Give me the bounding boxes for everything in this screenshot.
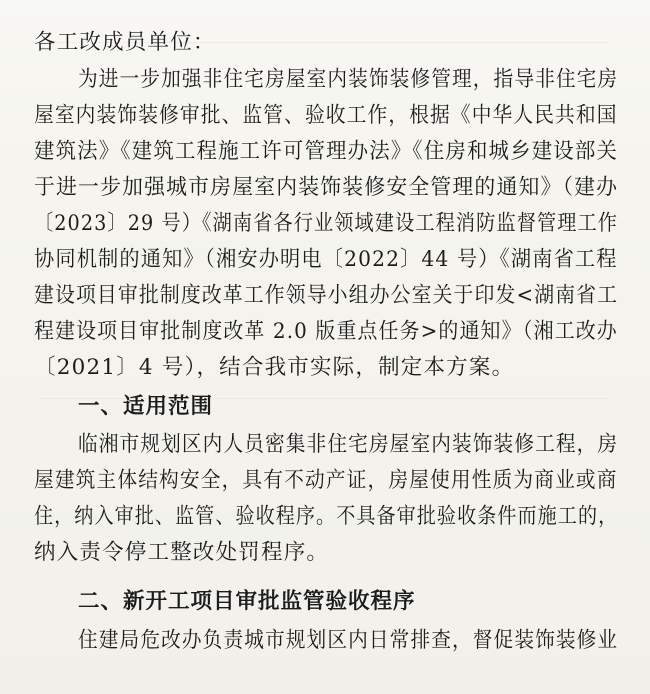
section-1-line: 临湘市规划区内人员密集非住宅房屋室内装饰装修工程，房 xyxy=(78,432,619,457)
salutation: 各工改成员单位： xyxy=(34,30,216,55)
intro-line: 〔2023〕29 号）《湖南省各行业领域建设工程消防监督管理工作 xyxy=(34,211,619,236)
section-1-line: 住，纳入审批、监管、验收程序。不具备审批验收条件而施工的， xyxy=(34,504,619,529)
section-1-line: 纳入责令停工整改处罚程序。 xyxy=(34,540,330,565)
section-1-heading: 一、适用范围 xyxy=(78,394,214,419)
intro-line: 为进一步加强非住宅房屋室内装饰装修管理，指导非住宅房 xyxy=(78,67,619,92)
section-2-heading: 二、新开工项目审批监管验收程序 xyxy=(78,589,416,614)
intro-line: 屋室内装饰装修审批、监管、验收工作，根据《中华人民共和国 xyxy=(34,103,618,128)
intro-line: 协同机制的通知》（湘安办明电〔2022〕44 号）《湖南省工程 xyxy=(34,247,618,272)
intro-line: 〔2021〕4 号），结合我市实际，制定本方案。 xyxy=(34,355,515,380)
intro-line: 于进一步加强城市房屋室内装饰装修安全管理的通知》（建办 xyxy=(34,175,619,200)
section-2-line: 住建局危改办负责城市规划区内日常排查，督促装饰装修业 xyxy=(78,628,619,653)
section-1-line: 屋建筑主体结构安全，具有不动产证，房屋使用性质为商业或商 xyxy=(34,468,618,493)
intro-line: 建设项目审批制度改革工作领导小组办公室关于印发<湖南省工 xyxy=(34,283,619,308)
intro-line: 程建设项目审批制度改革 2.0 版重点任务>的通知》（湘工改办 xyxy=(34,319,618,344)
intro-line: 建筑法》《建筑工程施工许可管理办法》《住房和城乡建设部关 xyxy=(34,139,619,164)
